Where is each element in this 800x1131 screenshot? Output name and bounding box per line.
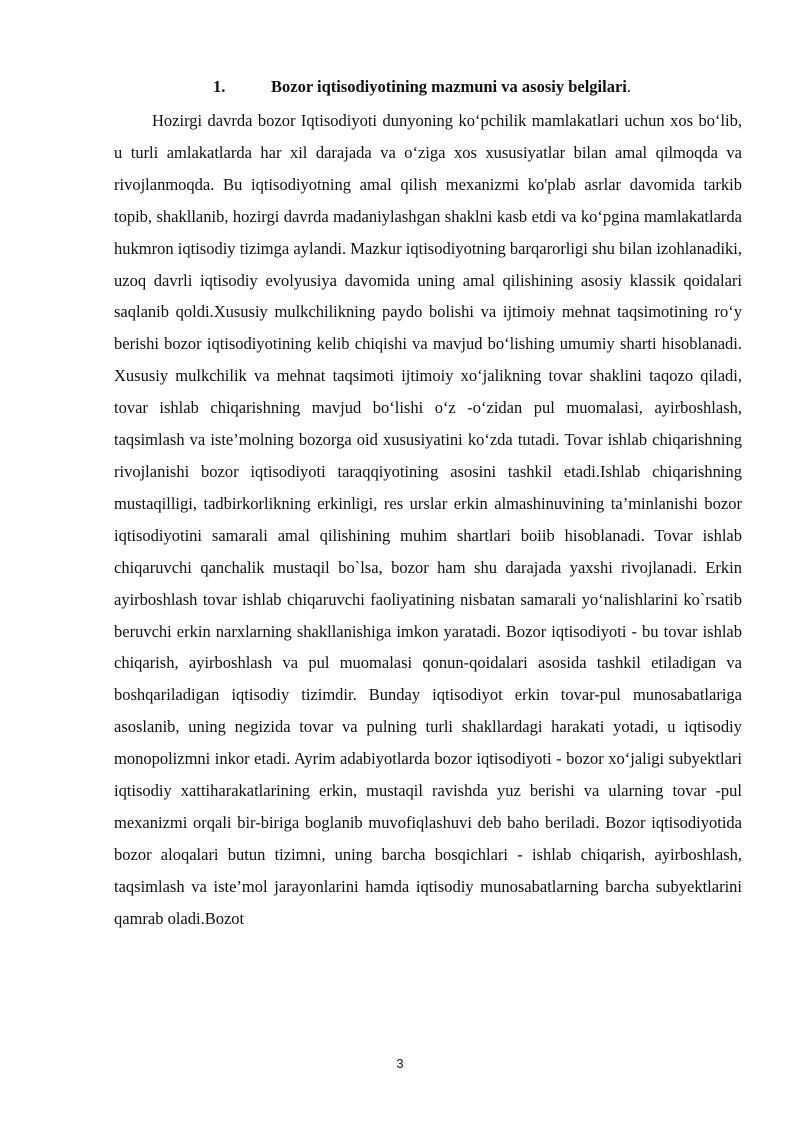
section-title-period: . — [626, 77, 631, 96]
section-title: Bozor iqtisodiyotining mazmuni va asosiy belgilari — [271, 77, 627, 96]
page-number: 3 — [396, 1056, 404, 1071]
section-heading — [213, 76, 631, 98]
body-paragraph: Hozirgi davrda bozor Iqtisodiyoti dunyoning ko‘pchilik mamlakatlari uchun xos bo‘lib, u turli amlakatlarda har xil darajada va o‘ziga xos xususiyatlar bilan amal qilmoqda va rivojlanmoqda. Bu iqtisodiyotning amal qilish mexanizmi ko'plab asrlar davomida tarkib topib, shakllanib, hozirgi davrda madaniylashgan shaklni kasb etdi va ko‘pgina mamlakatlarda hukmron iqtisodiy tizimga aylandi. Mazkur iqtisodiyotning barqarorligi shu bilan izohlanadiki, uzoq davrli iqtisodiy evolyusiya davomida uning amal qilishining asosiy klassik qoidalari saqlanib qoldi.Xususiy mulkchilikning paydo bolishi va ijtimoiy mehnat taqsimotining ro‘y berishi bozor iqtisodiyotining kelib chiqishi va mavjud bo‘lishing umumiy sharti hisoblanadi. Xususiy mulkchilik va mehnat taqsimoti ijtimoiy xo‘jalikning tovar shaklini taqozo qiladi, tovar ishlab chiqarishning mavjud bo‘lishi o‘z -o‘zidan pul muomalasi, ayirboshlash, taqsimlash va iste’molning bozorga oid xususiyatini ko‘zda tutadi. Tovar ishlab chiqarishning rivojlanishi bozor iqtisodiyoti taraqqiyotining asosini tashkil etadi.Ishlab chiqarishning mustaqilligi, tadbirkorlikning erkinligi, res urslar erkin almashinuvining ta’minlanishi bozor iqtisodiyotini samarali amal qilishining muhim shartlari boiib hisoblanadi. Tovar ishlab chiqaruvchi qanchalik mustaqil bo`lsa, bozor ham shu darajada yaxshi rivojlanadi. Erkin ayirboshlash tovar ishlab chiqaruvchi faoliyatining nisbatan samarali yo‘nalishlarini ko`rsatib beruvchi erkin narxlarning shakllanishiga imkon yaratadi. Bozor iqtisodiyoti - bu tovar ishlab chiqarish, ayirboshlash va pul muomalasi qonun-qoidalari asosida tashkil etiladigan va boshqariladigan iqtisodiy tizimdir. Bunday iqtisodiyot erkin tovar-pul munosabatlariga asoslanib, uning negizida tovar va pulning turli shakllardagi harakati yotadi, u iqtisodiy monopolizmni inkor etadi. Ayrim adabiyotlarda bozor iqtisodiyoti - bozor xo‘jaligi subyektlari iqtisodiy xattiharakatlarining erkin, mustaqil ravishda yuz berishi va ularning tovar -pul mexanizmi orqali bir-biriga boglanib muvofiqlashuvi deb baho beriladi. Bozor iqtisodiyotida bozor aloqalari butun tizimni, uning barcha bosqichlari - ishlab chiqarish, ayirboshlash, taqsimlash va iste’mol jarayonlarini hamda iqtisodiy munosabatlarning barcha subyektlarini qamrab oladi.Bozot — [114, 111, 742, 928]
section-number: 1. — [213, 77, 226, 96]
